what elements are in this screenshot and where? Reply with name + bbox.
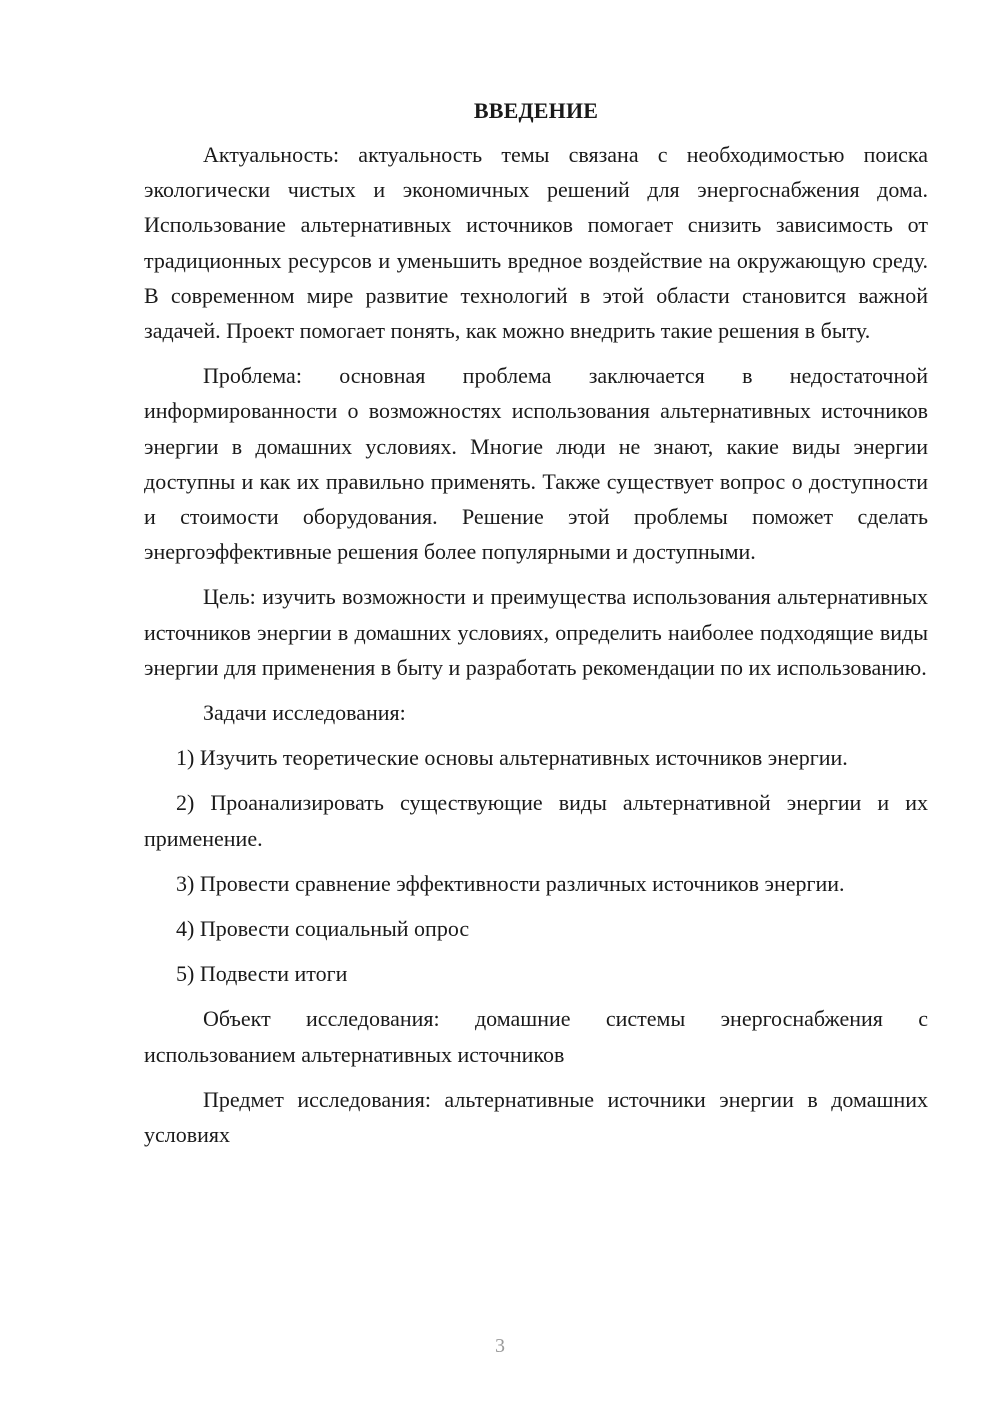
- tasks-heading: Задачи исследования:: [203, 700, 406, 726]
- relevance-paragraph: Актуальность: актуальность темы связана с необходимостью поиска экологически чистых и экономичных решений для энергоснабжения дома. Использование альтернативных источников помогает снизить зависимость от традиционных ресурсов и уменьшить вредное воздействие на окружающую среду. В современном мире развитие технологий в этой области становится важной задачей. Проект помогает понять, как можно внедрить такие решения в быту.: [144, 142, 928, 344]
- task-item: 5) Подвести итоги: [176, 961, 348, 987]
- page-title: ВВЕДЕНИЕ: [473, 98, 599, 123]
- tasks-list: [144, 740, 928, 991]
- page-content: [144, 93, 928, 1162]
- task-item: 4) Провести социальный опрос: [176, 916, 470, 942]
- goal-paragraph: Цель: изучить возможности и преимущества использования альтернативных источников энергии в домашних условиях, определить наиболее подходящие виды энергии для применения в быту и разработать рекомендации по их использованию.: [144, 584, 928, 680]
- page-number: 3: [495, 1335, 505, 1357]
- task-item: 1) Изучить теоретические основы альтернативных источников энергии.: [176, 745, 848, 771]
- object-paragraph: Объект исследования: домашние системы энергоснабжения с использованием альтернативных источников: [144, 1006, 928, 1067]
- subject-paragraph: Предмет исследования: альтернативные источники энергии в домашних условиях: [144, 1086, 928, 1148]
- problem-paragraph: Проблема: основная проблема заключается в недостаточной информированности о возможностях использования альтернативных источников энергии в домашних условиях. Многие люди не знают, какие виды энергии доступны и как их правильно применять. Также существует вопрос о доступности и стоимости оборудования. Решение этой проблемы поможет сделать энергоэффективные решения более популярными и доступными.: [144, 363, 928, 565]
- task-item: 2) Проанализировать существующие виды альтернативной энергии и их применение.: [144, 790, 928, 851]
- task-item: 3) Провести сравнение эффективности различных источников энергии.: [176, 870, 845, 896]
